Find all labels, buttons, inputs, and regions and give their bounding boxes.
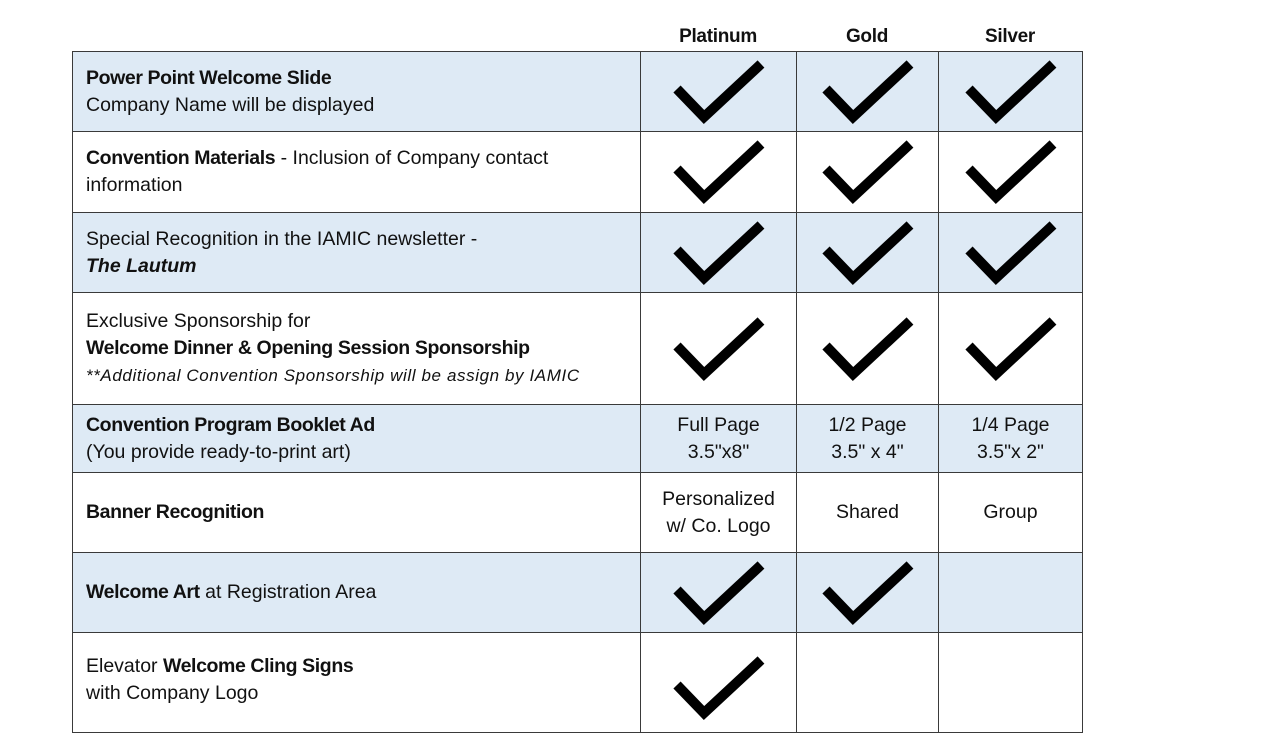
- newsletter-title: The Lautum: [86, 254, 197, 277]
- table-row: [73, 293, 1083, 405]
- feature-title: Welcome Art: [86, 581, 200, 603]
- column-header-gold: Gold: [845, 26, 889, 47]
- feature-text: Elevator: [86, 655, 163, 677]
- silver-cell: [939, 633, 1083, 733]
- checkmark-icon: [965, 220, 1057, 286]
- feature-note: **Additional Convention Sponsorship will be assign by IAMIC: [86, 366, 580, 385]
- table-row: [73, 405, 1083, 473]
- gold-cell: [797, 553, 939, 633]
- feature-cell: [73, 52, 641, 132]
- gold-cell: [797, 633, 939, 733]
- feature-title: Convention Materials: [86, 147, 276, 169]
- gold-cell: [797, 52, 939, 132]
- feature-text: at Registration Area: [199, 581, 377, 603]
- feature-cell: [73, 293, 641, 405]
- platinum-cell: [641, 473, 797, 553]
- cell-text-line: 1/4 Page: [971, 413, 1050, 436]
- checkmark-icon: [822, 316, 914, 382]
- table-row: [73, 473, 1083, 553]
- silver-cell: [939, 132, 1083, 213]
- silver-cell: [939, 553, 1083, 633]
- checkmark-icon: [965, 59, 1057, 125]
- feature-text: Special Recognition in the IAMIC newsletter -: [86, 227, 478, 250]
- cell-text-line: 3.5"x 2": [977, 440, 1044, 463]
- checkmark-icon: [673, 655, 765, 721]
- table-row: [73, 52, 1083, 132]
- feature-cell: [73, 553, 641, 633]
- feature-subtitle: Company Name will be displayed: [86, 93, 375, 116]
- platinum-cell: [641, 553, 797, 633]
- silver-cell: [939, 293, 1083, 405]
- checkmark-icon: [673, 59, 765, 125]
- checkmark-icon: [673, 560, 765, 626]
- checkmark-icon: [673, 220, 765, 286]
- cell-text-line: 3.5" x 4": [831, 440, 904, 463]
- feature-text: - Inclusion of Company contact information: [86, 147, 549, 196]
- feature-subtitle: (You provide ready-to-print art): [86, 440, 351, 463]
- feature-title: Power Point Welcome Slide: [86, 66, 332, 89]
- cell-text-line: Full Page: [677, 413, 760, 436]
- checkmark-icon: [822, 220, 914, 286]
- platinum-cell: [641, 633, 797, 733]
- feature-title: Banner Recognition: [86, 501, 265, 523]
- feature-cell: [73, 213, 641, 293]
- silver-cell: [939, 473, 1083, 553]
- platinum-cell: [641, 52, 797, 132]
- feature-cell: [73, 473, 641, 553]
- feature-cell: [73, 633, 641, 733]
- silver-cell: [939, 405, 1083, 473]
- checkmark-icon: [673, 139, 765, 205]
- checkmark-icon: [822, 560, 914, 626]
- platinum-cell: [641, 293, 797, 405]
- table-row: [73, 132, 1083, 213]
- cell-text-line: w/ Co. Logo: [666, 514, 771, 537]
- checkmark-icon: [673, 316, 765, 382]
- checkmark-icon: [822, 139, 914, 205]
- table-row: [73, 553, 1083, 633]
- checkmark-icon: [965, 139, 1057, 205]
- gold-cell: [797, 213, 939, 293]
- checkmark-icon: [965, 316, 1057, 382]
- feature-title: Welcome Dinner & Opening Session Sponsorship: [86, 337, 530, 359]
- silver-cell: [939, 213, 1083, 293]
- sponsorship-comparison-table: [72, 51, 1083, 733]
- platinum-cell: [641, 213, 797, 293]
- feature-subtitle: with Company Logo: [86, 682, 259, 704]
- table-row: [73, 633, 1083, 733]
- cell-text-line: 1/2 Page: [828, 413, 907, 436]
- platinum-cell: [641, 405, 797, 473]
- feature-text: Exclusive Sponsorship for: [86, 310, 311, 332]
- table-row: [73, 213, 1083, 293]
- silver-cell: [939, 52, 1083, 132]
- cell-text: Shared: [836, 501, 899, 523]
- gold-cell: [797, 132, 939, 213]
- feature-cell: [73, 405, 641, 473]
- gold-cell: [797, 405, 939, 473]
- feature-title: Welcome Cling Signs: [162, 655, 354, 677]
- gold-cell: [797, 293, 939, 405]
- column-header-silver: Silver: [985, 26, 1035, 47]
- feature-title: Convention Program Booklet Ad: [86, 413, 375, 436]
- column-header-platinum: Platinum: [679, 26, 757, 47]
- gold-cell: [797, 473, 939, 553]
- cell-text: Group: [983, 501, 1038, 523]
- cell-text-line: Personalized: [662, 487, 775, 510]
- platinum-cell: [641, 132, 797, 213]
- feature-cell: [73, 132, 641, 213]
- cell-text-line: 3.5"x8": [687, 440, 750, 463]
- checkmark-icon: [822, 59, 914, 125]
